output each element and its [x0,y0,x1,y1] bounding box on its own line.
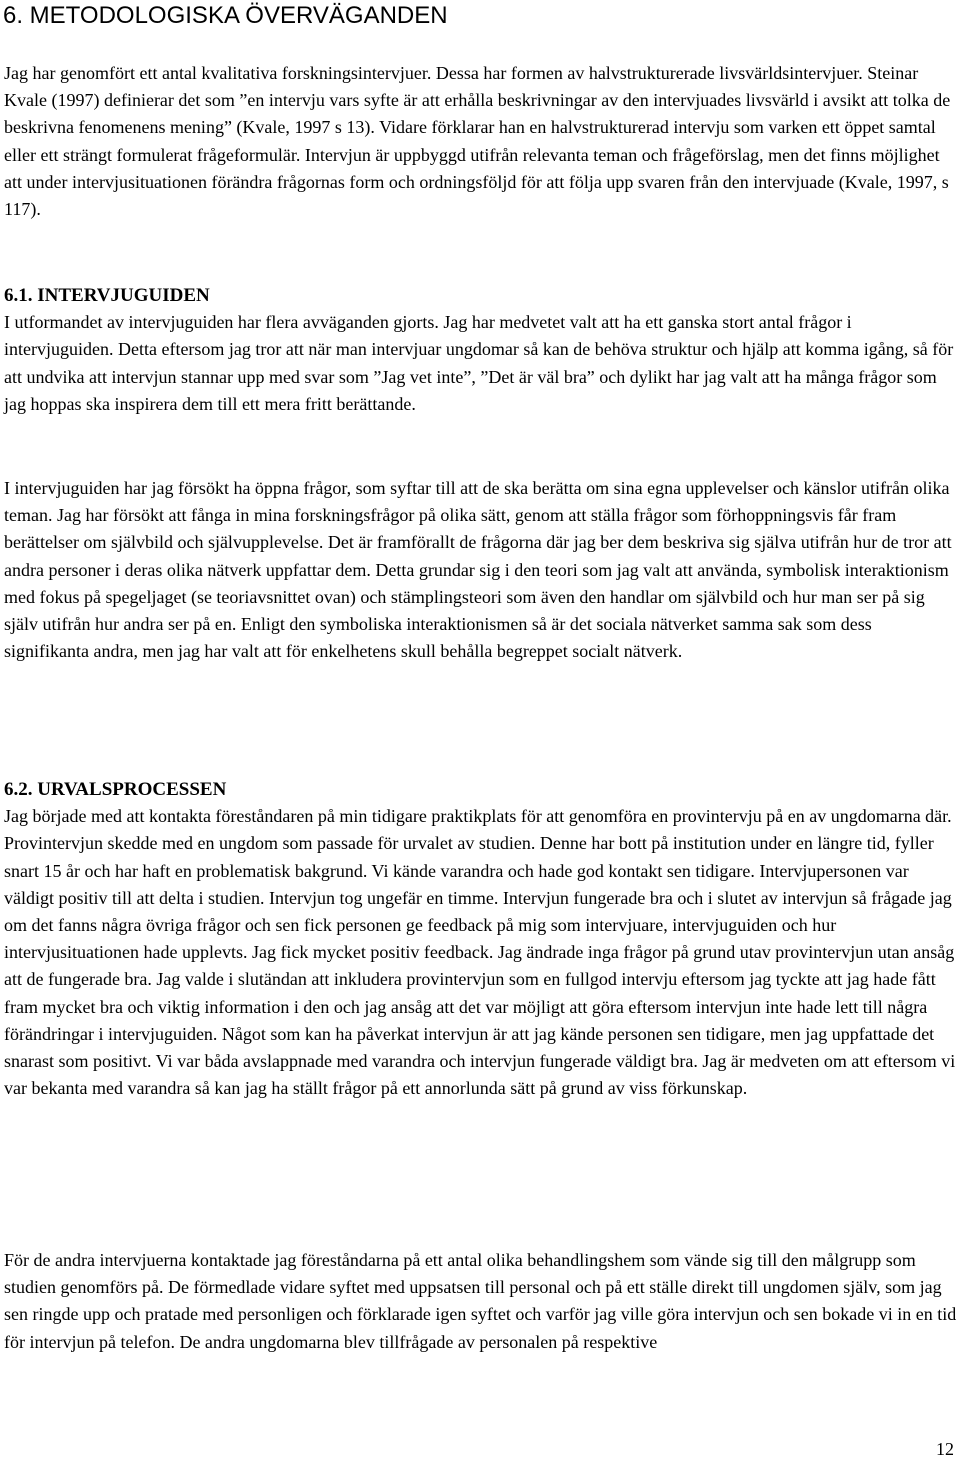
intervjuguiden-paragraph-2: I intervjuguiden har jag försökt ha öppna frågor, som syftar till att de ska berätta om sina egna upplevelser och känslor utifrån olika teman. Jag har försökt att fånga in mina forskningsfrågor på olika sätt, genom att ställa frågor som förhoppningsvis får fram berättelser om självbild och självupplevelse. Det är framförallt de frågorna där jag ber dem beskriva sig själva utifrån hur de tror att andra personer i deras olika nätverk uppfattar dem. Detta grundar sig i den teori som jag valt att använda, symbolisk interaktionism med fokus på spegeljaget (se teoriavsnittet ovan) och stämplingsteori som även den handlar om självbild och hur man ser på sig själv utifrån hur andra ser på en. Enligt den symboliska interaktionismen så är det sociala nätverket samma sak som dess signifikanta andra, men jag har valt att för enkelhetens skull behålla begreppet socialt nätverk. [4,478,952,662]
page-number: 12 [936,1439,954,1459]
intro-paragraph: Jag har genomfört ett antal kvalitativa forskningsintervjuer. Dessa har formen av halvstrukturerade livsvärldsintervjuer. Steinar Kvale (1997) definierar det som ”en intervju vars syfte är att erhålla beskrivningar av den intervjuades livsvärld i avsikt att tolka de beskrivna fenomenens mening” (Kvale, 1997 s 13). Vidare förklarar han en halvstrukturerad intervju som varken ett öppet samtal eller ett strängt formulerat frågeformulär. Intervjun är uppbyggd utifrån relevanta teman och frågeförslag, men det finns möjlighet att under intervjusituationen förändra frågornas form och ordningsföljd för att följa upp svaren från den intervjuade (Kvale, 1997, s 117). [4,63,951,220]
section-urvalsprocessen [4,776,958,1102]
section-heading-urvalsprocessen: 6.2. URVALSPROCESSEN [4,779,227,800]
intervjuguiden-paragraph-1: I utformandet av intervjuguiden har flera avväganden gjorts. Jag har medvetet valt att ha ett ganska stort antal frågor i intervjuguiden. Detta eftersom jag tror att när man intervjuar ungdomar så kan de behöva struktur och hjälp att komma igång, så för att undvika att intervjun stannar upp med svar som ”Jag vet inte”, ”Det är väl bra” och dylikt har jag valt att ha många frågor som jag hoppas ska inspirera dem till ett mera fritt berättande. [4,312,954,414]
urvalsprocessen-paragraph-2: För de andra intervjuerna kontaktade jag föreståndarna på ett antal olika behandlingshem som vände sig till den målgrupp som studien genomförs på. De förmedlade vidare syftet med uppsatsen till personal och på ett ställe direkt till ungdomen själv, som jag sen ringde upp och pratade med personligen och förklarade igen syftet och varför jag ville göra intervjun och sen bokade vi in en tid för intervjun på telefon. De andra ungdomarna blev tillfrågade av personalen på respektive [4,1250,957,1352]
chapter-heading: 6. METODOLOGISKA ÖVERVÄGANDEN [3,2,448,29]
urvalsprocessen-paragraph-1: Jag började med att kontakta föreståndaren på min tidigare praktikplats för att genomföra en provintervju på en av ungdomarna där. Provintervjun skedde med en ungdom som passade för urvalet av studien. Denne har bott på institution under en längre tid, fyller snart 15 år och har haft en problematisk bakgrund. Vi kände varandra och hade god kontakt sen tidigare. Intervjupersonen var väldigt positiv till att delta i studien. Intervjun tog ungefär en timme. Intervjun fungerade bra och i slutet av intervjun så frågade jag om det fanns några övriga frågor och sen fick personen ge feedback på mig som intervjuare, intervjuguiden och hur intervjusituationen hade upplevts. Jag fick mycket positiv feedback. Jag ändrade inga frågor på grund utav provintervjun utan ansåg att de fungerade bra. Jag valde i slutändan att inkludera provintervjun som en fullgod intervju eftersom jag tyckte att jag hade fått fram mycket bra och viktig information i den och jag ansåg att det var möjligt att göra eftersom intervjun inte hade lett till några förändringar i intervjuguiden. Något som kan ha påverkat intervjun är att jag kände personen sen tidigare, men jag uppfattade det snarast som positivt. Vi var båda avslappnade med varandra och intervjun fungerade väldigt bra. Jag är medveten om att eftersom vi var bekanta med varandra så kan jag ha ställt frågor på ett annorlunda sätt på grund av viss förkunskap. [4,806,956,1099]
section-heading-intervjuguiden: 6.1. INTERVJUGUIDEN [4,285,210,306]
section-intervjuguiden [4,282,958,418]
